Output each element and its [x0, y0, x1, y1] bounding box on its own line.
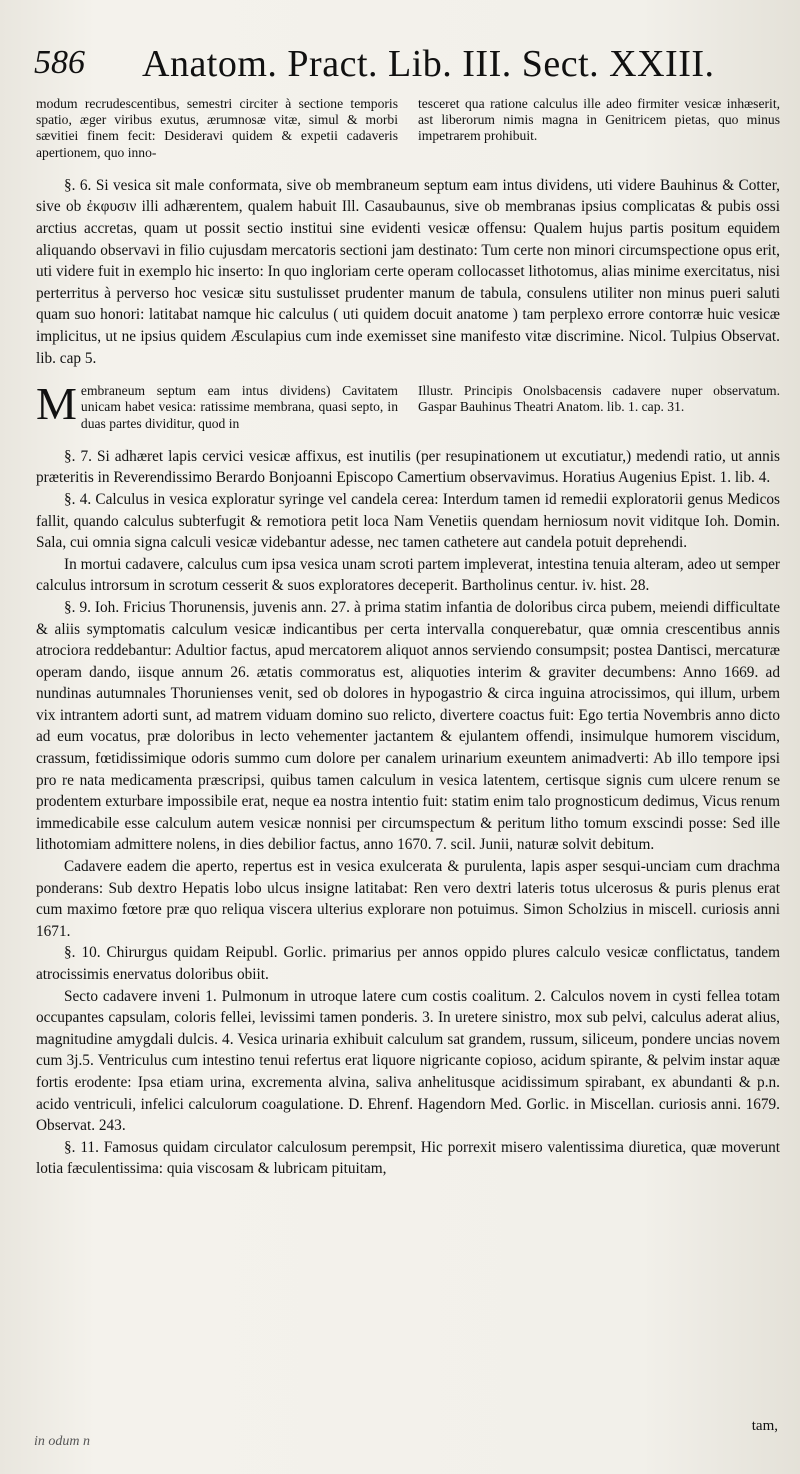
intro-columns [36, 96, 780, 161]
annotation-right-column: Illustr. Principis Onolsbacensis cadavere nuper observatum. Gaspar Bauhinus Theatri Anatom. lib. 1. cap. 31. [418, 383, 780, 415]
section-10-continuation: Secto cadavere inveni 1. Pulmonum in utroque latere cum costis coalitum. 2. Calculos novem in cysti fellea totam occupantes capsulam, coloris fellei, levissimi tamen ponderis. 3. In uretere sinistro, mox sub pelvi, calculus aderat alius, magnitudine amygdali dulcis. 4. Vesica urinaria exhibuit calculum sat grandem, russum, siliceum, pondere uncias novem cum 3j.5. Ventriculus cum intestino tenui refertus erat liquore nigricante copioso, acidum spirante, & pelvim instar aquæ fortis erodente: Ipsa etiam urina, excrementa alvina, saliva anhelitusque acidissimum spirabant, ex abundanti & p.n. acido ventriculi, infelici calculorum coagulatione. D. Ehrenf. Hagendorn Med. Gorlic. in Miscellan. curiosis anni. 1679. Observat. 243. [36, 987, 780, 1135]
annotation-left-column [36, 378, 398, 432]
bleed-through-fragment: in odum n [34, 1434, 90, 1449]
section-9-paragraph: §. 9. Ioh. Fricius Thorunensis, juvenis ann. 27. à prima statim infantia de doloribus circa pubem, meiendi difficultate & aliis symptomatis calculum vesicæ indicantibus per certa intervalla conquerebatur, quæ omnia crescentibus annis atrociora reddebantur: Adultior factus, apud mercatorem aliquot annos serviendo consumpsit; postea Dantisci, mercaturæ operam dando, iisque annum 26. ætatis commoratus est, aliquoties interim & graviter decumbens: Anno 1669. ad nundinas autumnales Thorunienses venit, sed ob dolores in hypogastrio & circa inguina atrocissimos, qui illum, urbem vix intrantem adorti sunt, ad matrem viduam domino suo relicto, divertere coactus fuit: Ego tertia Novembris anno dicto ad eum vocatus, præ doloribus in lecto vehementer jactantem & ejulantem offendi, insimulque humorem viscidum, crassum, fœtidissimique odoris summo cum dolore per canalem urinarium exeuntem animadverti: Ab illo tempore ipsi pro re nata medicamenta præscripsi, quibus tamen calculum in vesica latentem, certisque signis cum ulcere renum se prodentem exturbare impossibile erat, neque ea nostra intentio fuit: statim enim talo prognosticum dedimus, Vicus renum immedicabile esse calculum autem vesicæ nonnisi per circumspectum & peritum litho tomum exscindi posse: Sed ille lithotomiam admittere nolens, in dies debilior factus, anno 1670. 7. scil. Junii, naturæ solvit debitum. [36, 598, 780, 854]
catchword: tam, [751, 1418, 778, 1434]
section-6-paragraph: §. 6. Si vesica sit male conformata, sive ob membraneum septum eam intus dividens, uti videre Bauhinus & Cotter, sive ob ἐκφυσιν illi adhærentem, qualem habuit Ill. Casaubaunus, sive ob membranas ipsius complicatas & pubis ossi arctius accretas, quam ut possit sectio institui sine evidenti vesicæ offensu: Qualem hujus partis positum equidem aliquando observavi in filio cujusdam mercatoris sectioni jam destinato: Tum certe non minori circumspectione opus erit, uti videre fuit in exemplo hic inserto: In quo ingloriam certe operam collocasset lithotomus, alias minime exercitatus, nisi perterritus à perverso hoc vesicæ situ sustulisset prudenter manum de tabula, consulens utiliter non minus pueri saluti quam suo honori: latitabat namque hic calculus ( uti quidem docuit anatome ) tam perplexo errore contorræ huic vesicæ implicitus, ut ne ipsius quidem Æsculapius cum inde exemisset sine manifesto vitæ discrimine. Nicol. Tulpius Observat. lib. cap 5. [36, 176, 780, 367]
page-header [34, 40, 774, 94]
section-9-continuation: Cadavere eadem die aperto, repertus est in vesica exulcerata & purulenta, lapis asper sesqui-unciam cum drachma ponderans: Sub dextro Hepatis lobo ulcus insigne latitabat: Ren vero dextri lateris totus ulcerosus & puris plenus erat cum maximo fœtore præ quo reliqua viscera ulterius explorare non potuimus. Simon Scholzius in miscell. curiosis anni 1671. [36, 858, 780, 940]
section-10-paragraph: §. 10. Chirurgus quidam Reipubl. Gorlic. primarius per annos oppido plures calculo vesicæ conflictatus, tandem atrocissimis enervatus doloribus obiit. [36, 944, 780, 984]
section-11-paragraph: §. 11. Famosus quidam circulator calculosum perempsit, Hic porrexit misero valentissima diuretica, quæ moverunt lotia fæculentissima: quia viscosam & lubricam pituitam, [36, 1138, 780, 1178]
page-body [36, 96, 780, 1180]
drop-capital: M [36, 378, 77, 430]
intro-left-column: modum recrudescentibus, semestri circiter à sectione temporis spatio, æger viribus exutus, ærumnosæ vitæ, simul & morbi sævitiei finem fecit: Desideravi quidem & expetii cadaveris apertionem, quo inno- [36, 96, 398, 160]
annotation-block [36, 378, 780, 432]
intro-right-column: tesceret qua ratione calculus ille adeo firmiter vesicæ inhæserit, ast liberorum nimis magna in Genitricem pietas, quo minus impetrarem prohibuit. [418, 96, 780, 144]
running-title: Anatom. Pract. Lib. III. Sect. XXIII. [142, 43, 715, 85]
annotation-left-text: embraneum septum eam intus dividens) Cavitatem unicam habet vesica: ratissime membrana, quasi septo, in duas partes dividitur, quod in [80, 383, 398, 431]
section-4-continuation: In mortui cadavere, calculus cum ipsa vesica unam scroti partem impleverat, intestina tenuia alteram, adeo ut semper calculus introrsum in scrotum cesserit & suos exploratores deceperit. Bartholinus centur. iv. hist. 28. [36, 555, 780, 595]
page-number: 586 [34, 44, 85, 81]
section-7-paragraph: §. 7. Si adhæret lapis cervici vesicæ affixus, est inutilis (per resupinationem ut excutiatur,) medendi ratio, ut annis præteritis in Reverendissimo Berardo Bonjoanni Episcopo Camertium observavimus. Horatius Augenius Epist. 1. lib. 4. [36, 447, 780, 487]
section-4-paragraph: §. 4. Calculus in vesica exploratur syringe vel candela cerea: Interdum tamen id remedii exploratorii genus Medicos fallit, quando calculus subterfugit & remotiora petit loca Nam Venetiis quendam herniosum novit viditque Ioh. Domin. Sala, cui omnia signa calculi vesicæ videbantur adesse, nec tamen cathetere aut candela potuit deprehendi. [36, 490, 780, 552]
